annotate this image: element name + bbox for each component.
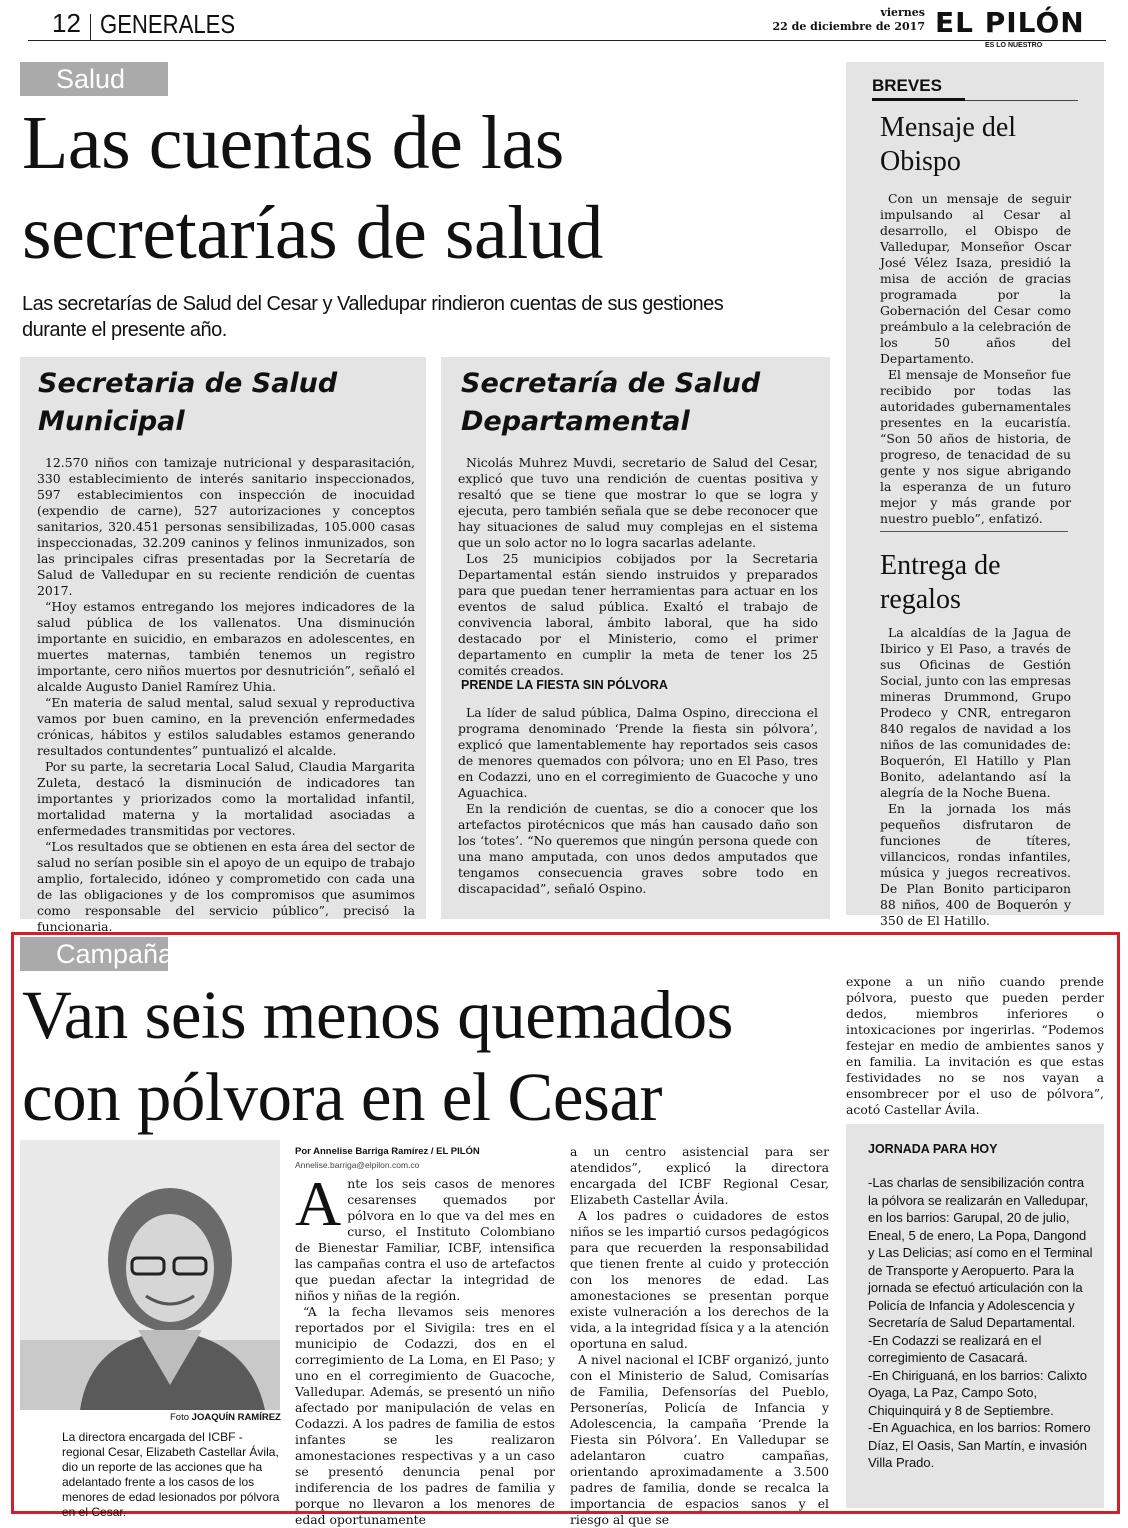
section-name: GENERALES <box>100 9 236 39</box>
headline-top-line1: Las cuentas de las <box>22 101 564 185</box>
photo-elizabeth-castellar <box>20 1140 280 1410</box>
box-municipal-title <box>38 365 337 441</box>
photo-caption: La directora encargada del ICBF -regional Cesar, Elizabeth Castellar Ávila, dio un reporte de las acciones que ha adelantado frente a los casos de los menores de edad lesionados por pólvora en el Cesar. <box>62 1430 280 1519</box>
body-paragraph: El mensaje de Monseñor fue recibido por todas las autoridades gubernamentales presentes en la eucaristía. “Son 50 años de historia, de progreso, de tenacidad de su gente y nos sigue abrigando la esperanza de un futuro mejor y más grande por nuestro pueblo”, enfatizó. <box>880 367 1071 526</box>
body-paragraph: A los padres o cuidadores de estos niños se les impartió cursos pedagógicos para que recuerden la responsabilidad que tienen frente al cuido y protección con los menores de edad. Las amonestaciones se presentan porque existe vulneración a los derechos de la vida, a la integridad física y a la atención oportuna en salud. <box>570 1208 829 1351</box>
header-rule <box>28 40 1106 41</box>
headline-bottom <box>22 974 832 1138</box>
brand-logo: EL PILÓN <box>935 6 1085 39</box>
body-paragraph: 12.570 niños con tamizaje nutricional y desparasitación, 330 establecimiento de interés sanitario inspeccionados, 597 establecimientos con inspección de inocuidad (expendio de carne), 527 autorizaciones y conceptos sanitarios, 320.451 personas sensibilizadas, 105.000 casas inspeccionadas, 32.209 caninos y felinos inmunizados, son las principales cifras presentadas por la Secretaría de Salud de Valledupar en su reciente rendición de cuentas 2017. <box>37 455 415 598</box>
body-paragraph: “Los resultados que se obtienen en esta área del sector de salud no serían posible sin el apoyo de un equipo de trabajo amplio, fortalecido, idóneo y comprometido con cada una de las obligaciones y de los compromisos que asumimos como responsable del servicio público”, precisó la funcionaria. <box>37 839 415 934</box>
breve1-title-line2: Obispo <box>880 146 961 177</box>
body-paragraph: En la rendición de cuentas, se dio a conocer que los artefactos pirotécnicos que más han causado daño son los ‘totes’. “No queremos que ningún persona quede con una mano amputada, con unos dedos amputados que tengamos consecuencia graves sobre todo en discapacidad”, señaló Ospino. <box>458 801 818 896</box>
section-kicker-campana: Campaña <box>20 937 168 971</box>
breves-label: BREVES <box>872 76 942 95</box>
drop-cap: A <box>295 1168 342 1239</box>
box-secretaria-municipal <box>20 357 426 934</box>
breves-column <box>846 62 1104 928</box>
photo-credit-prefix: Foto <box>170 1412 190 1423</box>
portrait-illustration <box>20 1140 280 1410</box>
body-paragraph: Por su parte, la secretaria Local Salud, Claudia Margarita Zuleta, destacó la disminución de indicadores tan importantes y priorizados como la mortalidad infantil, mortalidad materna y la mortalidad asociadas a enfermedades transmitidas por vectores. <box>37 759 415 838</box>
campaign-col1 <box>295 1168 555 1528</box>
box-departamental-title-line2: Departamental <box>461 406 690 437</box>
section-kicker-salud: Salud <box>20 62 168 96</box>
breve2-title <box>880 549 1001 617</box>
body-paragraph: A nivel nacional el ICBF organizó, junto con el Ministerio de Salud, Comisarías de Familia, Defensorías del Pueblo, Personerías, Policía de Infancia y Adolescencia, la campaña ‘Prende la Fiesta sin Pólvora’. En Valledupar se adelantaron cuatro campañas, orientando aproximadamente a 3.500 padres de familia, donde se recalca la importancia de espacios sanos y el riesgo al que se <box>570 1352 829 1527</box>
issue-date-text: 22 de diciembre de 2017 <box>772 20 925 33</box>
body-paragraph: Los 25 municipios cobijados por la Secretaria Departamental están siendo instruidos y preparados para que puedan tener herramientas para actuar en los eventos de salud pública. Exaltó el trabajo de convivencia laboral, ámbito laboral, que ha sido destacado por el Ministerio, como el primer departamento en cumplir la meta de tener los 25 comités creados. <box>458 551 818 678</box>
body-paragraph: “En materia de salud mental, salud sexual y reproductiva vamos por buen camino, en la prevención enfermedades crónicas, hábitos y estilos saludables estamos generando resultados contundentes” puntualizó el alcalde. <box>37 695 415 758</box>
issue-date <box>760 6 925 34</box>
breves-rule-thick <box>872 98 965 101</box>
box-secretaria-departamental <box>441 357 830 919</box>
campaign-col1-paragraph1: nte los seis casos de menores cesarenses quemados por pólvora en lo que va del mes en curso, el Instituto Colombiano de Bienestar Familiar, ICBF, intensifica las campañas contra el uso de artefactos que puedan afectar la integridad de niños y niñas de la región. <box>295 1176 555 1303</box>
deck-line1: Las secretarías de Salud del Cesar y Valledupar rindieron cuentas de sus gestiones <box>22 293 724 315</box>
breve2-title-line2: regalos <box>880 584 961 615</box>
breve2-title-line1: Entrega de <box>880 550 1001 581</box>
breve2-body <box>880 625 1071 929</box>
campaign-col3-text <box>846 974 1104 1118</box>
campaign-col1-paragraph2: “A la fecha llevamos seis menores reportados por el Sivigila: tres en el municipio de Codazzi, dos en el corregimiento de La Loma, en El Paso; y uno en el corregimiento de Guacoche, Valledupar. Además, se presentó un niño afectado por manipulación de velas en Codazzi. A los padres de familia de estos infantes se les realizaron amonestaciones respectivas y a un caso se presentó denuncia penal por indiferencia de los padres de familia y porque no llevaron a los menores de edad oportunamente <box>295 1304 555 1527</box>
body-paragraph: Con un mensaje de seguir impulsando al Cesar al desarrollo, el Obispo de Valledupar, Monseñor Oscar José Vélez Isaza, presidió la misa de acción de gracias programada por la Gobernación del Cesar como preámbulo a la celebración de los 50 años del Departamento. <box>880 191 1071 366</box>
byline-email: Annelise.barriga@elpilon.com.co <box>295 1160 420 1170</box>
jornada-title: JORNADA PARA HOY <box>868 1142 998 1156</box>
header-divider <box>90 14 91 40</box>
jornada-list <box>868 1174 1093 1472</box>
jornada-item: -En Codazzi se realizará en el corregimiento de Casacará. <box>868 1332 1042 1365</box>
box-municipal-body <box>37 455 415 935</box>
box-departamental-body-b <box>458 705 818 897</box>
campaign-col2 <box>570 1144 829 1528</box>
breve1-title <box>880 111 1016 179</box>
body-paragraph: a un centro asistencial para ser atendidos”, explicó la directora encargada del ICBF Regional Cesar, Elizabeth Castellar Ávila. <box>570 1144 829 1207</box>
body-paragraph: En la jornada los más pequeños disfrutaron de funciones de títeres, villancicos, rondas infantiles, música y juegos recreativos. De Plan Bonito participaron 88 niños, 400 de Boquerón y 350 de El Hatillo. <box>880 801 1071 928</box>
brand-tagline: ES LO NUESTRO <box>985 42 1043 49</box>
body-paragraph: “Hoy estamos entregando los mejores indicadores de la salud pública de los vallenatos. Una disminución importante en suicidio, en embarazos en adolescentes, en muertes maternas, también tenemos un registro importante, cero niños muertos por desnutrición”, señaló el alcalde Augusto Daniel Ramírez Uhia. <box>37 599 415 694</box>
breves-divider <box>880 531 1068 532</box>
deck-top <box>22 291 822 343</box>
breve1-title-line1: Mensaje del <box>880 112 1017 143</box>
byline: Por Annelise Barriga Ramírez / EL PILÓN <box>295 1146 480 1157</box>
box-municipal-title-line2: Municipal <box>38 406 185 437</box>
jornada-sidebar <box>846 1124 1104 1508</box>
photo-credit <box>170 1412 281 1423</box>
issue-weekday: viernes <box>880 6 925 19</box>
body-paragraph: Nicolás Muhrez Muvdi, secretario de Salud del Cesar, explicó que tuvo una rendición de cuentas positiva y resaltó que se tiene que mostrar lo que se logra y ejecuta, pero también señala que se debe reconocer que hay situaciones de salud muy complejas en el sistema que un solo actor no lo logra sacarlas adelante. <box>458 455 818 550</box>
box-departamental-body-a <box>458 455 818 679</box>
headline-top-line2: secretarías de salud <box>22 191 603 275</box>
breves-rule-thin <box>965 100 1078 101</box>
campaign-col3-paragraph: expone a un niño cuando prende pólvora, puesto que pueden perder dedos, miembros inferiores o intoxicaciones por ingerirlas. “Podemos festejar en medio de ambientes sanos y en familia. La invitación es que estas festividades no se nos vayan a ensombrecer por el uso de pólvora”, acotó Castellar Ávila. <box>846 974 1104 1117</box>
box-departamental-title-line1: Secretaría de Salud <box>461 368 761 399</box>
breve1-body <box>880 191 1071 527</box>
box-departamental-title <box>461 365 760 441</box>
page-number: 12 <box>52 8 81 38</box>
headline-bottom-line1: Van seis menos quemados <box>22 977 733 1053</box>
jornada-item: -Las charlas de sensibilización contra la pólvora se realizarán en Valledupar, en los barrios: Garupal, 20 de julio, Eneal, 5 de enero, La Popa, Dangond y Las Delicias; así como en el Terminal de Transporte y Aeropuerto. Para la jornada se efectuó articulación con la Policía de Infancia y Adolescencia y Secretaría de Salud Departamental. <box>868 1175 1093 1330</box>
jornada-item: -En Chiriguaná, en los barrios: Calixto Oyaga, La Paz, Campo Soto, Chiquinquirá y 8 de Septiembre. <box>868 1367 1087 1418</box>
jornada-item: -En Aguachica, en los barrios: Romero Díaz, El Oasis, San Martín, e invasión Villa Prado. <box>868 1420 1091 1470</box>
box-municipal-title-line1: Secretaria de Salud <box>38 368 338 399</box>
subhead-prende-la-fiesta: PRENDE LA FIESTA SIN PÓLVORA <box>461 678 668 692</box>
deck-line2: durante el presente año. <box>22 319 227 341</box>
body-paragraph: La líder de salud pública, Dalma Ospino, direcciona el programa denominado ‘Prende la fiesta sin pólvora’, explicó que lamentablemente hay reportados seis casos de menores quemados con pólvora; uno en El Paso, tres en Codazzi, uno en el corregimiento de Guacoche y uno Aguachica. <box>458 705 818 800</box>
photo-credit-name: JOAQUÍN RAMÍREZ <box>191 1412 281 1423</box>
headline-top <box>22 98 832 278</box>
body-paragraph: La alcaldías de la Jagua de Ibirico y El Paso, a través de sus Oficinas de Gestión Social, junto con las empresas mineras Drummond, Grupo Prodeco y CNR, entregaron 840 regalos de navidad a los niños de las comunidades de: Boquerón, El Hatillo y Plan Bonito, adelantando así la alegría de la Noche Buena. <box>880 625 1071 800</box>
headline-bottom-line2: con pólvora en el Cesar <box>22 1059 662 1135</box>
